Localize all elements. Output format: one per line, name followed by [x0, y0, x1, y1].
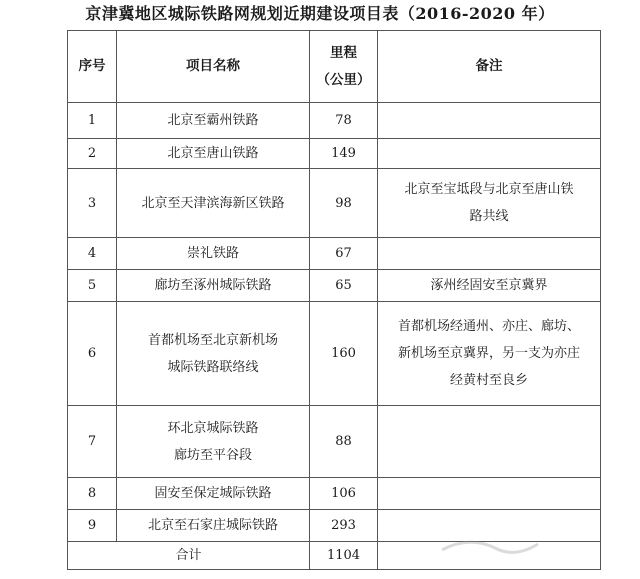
row-name-line: 廊坊至平谷段 — [173, 447, 252, 463]
row-name-line: 北京至天津滨海新区铁路 — [141, 195, 285, 211]
row-note-line: 北京至宝坻段与北京至唐山铁 — [404, 182, 574, 197]
row-name-line: 首都机场至北京新机场 — [147, 332, 278, 348]
row-name-line: 崇礼铁路 — [186, 246, 239, 261]
row-name-line: 北京至唐山铁路 — [167, 146, 259, 161]
table-row — [68, 169, 601, 238]
table-row — [68, 302, 601, 406]
row-km: 65 — [310, 270, 378, 302]
row-no: 9 — [68, 510, 117, 542]
row-name — [117, 406, 310, 478]
total-km: 1104 — [310, 542, 378, 570]
row-note-line: 涿州经固安至京冀界 — [430, 278, 548, 293]
header-no: 序号 — [68, 31, 117, 103]
table-row — [68, 510, 601, 542]
row-km: 160 — [310, 302, 378, 406]
row-note — [378, 406, 601, 478]
header-km — [310, 31, 378, 103]
table-row — [68, 406, 601, 478]
table-row — [68, 270, 601, 302]
row-note — [378, 478, 601, 510]
row-km: 293 — [310, 510, 378, 542]
row-note-line: 路共线 — [469, 209, 509, 224]
row-name-line: 环北京城际铁路 — [167, 420, 259, 436]
row-km: 149 — [310, 139, 378, 169]
watermark-icon — [440, 538, 540, 554]
row-name — [117, 270, 310, 302]
row-no: 2 — [68, 139, 117, 169]
header-note: 备注 — [378, 31, 601, 103]
row-name — [117, 302, 310, 406]
row-km: 106 — [310, 478, 378, 510]
row-note — [378, 270, 601, 302]
row-name — [117, 103, 310, 139]
row-name-line: 廊坊至涿州城际铁路 — [154, 278, 272, 293]
table-row — [68, 139, 601, 169]
row-name-line: 城际铁路联络线 — [167, 359, 259, 375]
row-note — [378, 510, 601, 542]
header-km-line1: 里程 — [330, 44, 357, 61]
row-name — [117, 169, 310, 238]
header-row — [68, 31, 601, 103]
row-note — [378, 238, 601, 270]
row-name-line: 北京至霸州铁路 — [167, 113, 259, 128]
row-note — [378, 169, 601, 238]
row-no: 6 — [68, 302, 117, 406]
header-name: 项目名称 — [117, 31, 310, 103]
row-km: 88 — [310, 406, 378, 478]
row-km: 67 — [310, 238, 378, 270]
row-name — [117, 510, 310, 542]
row-note-line: 新机场至京冀界，另一支为亦庄 — [397, 346, 580, 361]
row-note-line: 首都机场经通州、亦庄、廊坊、 — [397, 319, 580, 334]
row-no: 4 — [68, 238, 117, 270]
row-name — [117, 238, 310, 270]
table-row — [68, 103, 601, 139]
row-no: 1 — [68, 103, 117, 139]
table-row — [68, 238, 601, 270]
row-km: 98 — [310, 169, 378, 238]
row-name-line: 固安至保定城际铁路 — [154, 486, 272, 501]
row-name — [117, 139, 310, 169]
row-name-line: 北京至石家庄城际铁路 — [147, 518, 278, 533]
table-title: 京津冀地区城际铁路网规划近期建设项目表（2016-2020 年） — [85, 4, 555, 23]
row-name — [117, 478, 310, 510]
table-row — [68, 478, 601, 510]
row-no: 5 — [68, 270, 117, 302]
row-km: 78 — [310, 103, 378, 139]
header-km-line2: （公里） — [316, 71, 371, 88]
row-note — [378, 103, 601, 139]
row-no: 7 — [68, 406, 117, 478]
total-label: 合计 — [68, 542, 310, 570]
row-note — [378, 302, 601, 406]
row-no: 8 — [68, 478, 117, 510]
row-note-line: 经黄村至良乡 — [449, 373, 528, 388]
project-table — [67, 30, 601, 570]
row-no: 3 — [68, 169, 117, 238]
row-note — [378, 139, 601, 169]
